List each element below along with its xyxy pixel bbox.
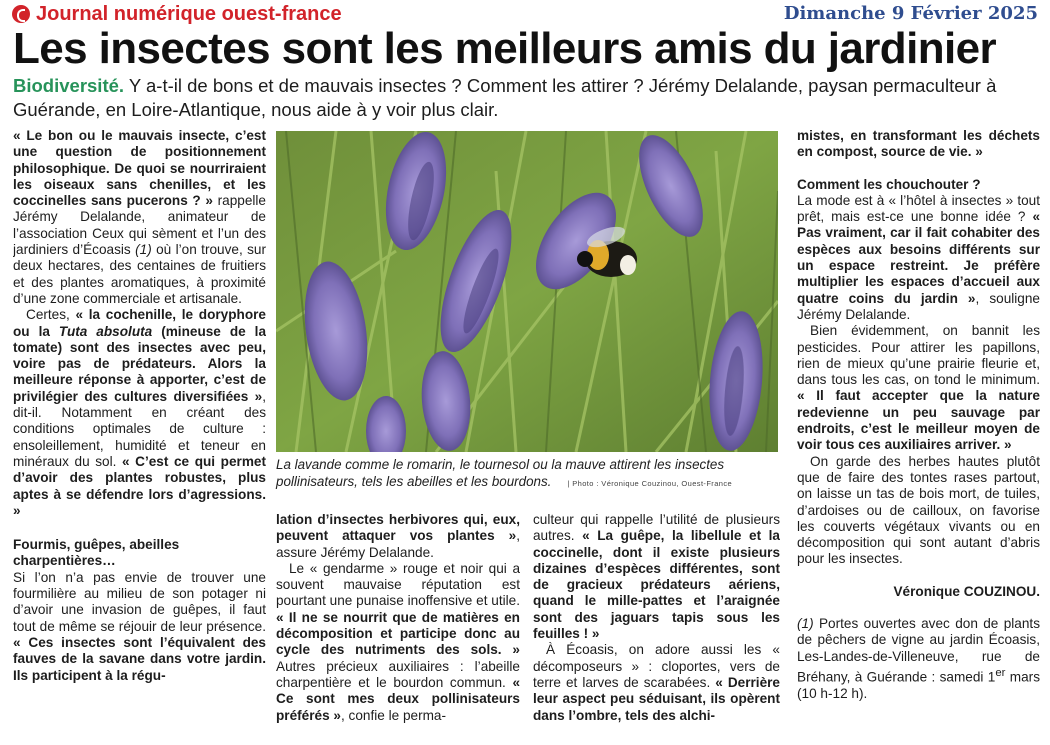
paragraph bbox=[533, 642, 780, 723]
column-4 bbox=[797, 128, 1040, 742]
section-heading: Comment les chouchouter ? bbox=[797, 176, 981, 192]
photo-caption bbox=[276, 456, 778, 492]
quote: « Ces insectes sont l’équivalent des fauves de la savane dans votre jardin. Ils participent à la régu- bbox=[13, 634, 266, 683]
quote: « Il ne se nourrit que de matières en décomposition et participe donc au cycle des nutriments des sols. » bbox=[276, 609, 520, 658]
text: rappelle Jérémy Delalande, animateur de l’association Ceux qui sèment et l’un des jardiniers d’Écoasis bbox=[13, 193, 266, 258]
column-2 bbox=[276, 512, 520, 742]
footnote bbox=[797, 616, 1040, 702]
paragraph: On garde des herbes hautes plutôt que de faire des tontes rases partout, on laisse un tas de bois mort, de tuiles, d’ardoises ou de cailloux, on favorise les couverts végétaux vivants ou en décomposition qui sont autant d’abris pour les insectes. bbox=[797, 453, 1040, 567]
publication-date: Dimanche 9 Février 2025 bbox=[783, 3, 1038, 24]
column-3 bbox=[533, 512, 780, 742]
headline: Les insectes sont les meilleurs amis du jardinier bbox=[13, 24, 997, 73]
text: Autres précieux auxiliaires : l’abeille charpentière et le bourdon commun. bbox=[276, 658, 520, 690]
text: La mode est à « l’hôtel à insectes » tout prêt, mais est-ce une bonne idée ? bbox=[797, 192, 1040, 225]
lavender-bumblebee-photo bbox=[276, 131, 778, 452]
quote: « C’est ce qui permet d’avoir des plantes robustes, plus aptes à se défendre lors d’agressions. » bbox=[13, 453, 266, 518]
text: Si l’on n’a pas envie de trouver une fourmilière au milieu de son potager ni d’avoir une invasion de guêpes, il faut tout de même se réjouir de leur présence. bbox=[13, 569, 266, 634]
text: , souligne Jérémy Delalande. bbox=[797, 290, 1040, 322]
quote: lation d’insectes herbivores qui, eux, peuvent attaquer vos plantes » bbox=[276, 512, 520, 544]
paragraph bbox=[276, 512, 520, 561]
text: Bien évidemment, on bannit les pesticides. Pour attirer les papillons, rien de mieux qu’une prairie fleurie et, dans tous les cas, on tond le minimum. bbox=[797, 323, 1040, 388]
standfirst bbox=[13, 74, 1043, 122]
paragraph bbox=[13, 570, 266, 684]
quote: mistes, en transformant les déchets en compost, source de vie. » bbox=[797, 128, 1040, 160]
quote: « Pas vraiment, car il fait cohabiter des espèces aux besoins différents sur un espace restreint. Je préfère multiplier les espaces d’accueil aux quatre coins du jardin » bbox=[797, 209, 1040, 306]
ordinal-suffix: er bbox=[995, 666, 1006, 679]
paragraph bbox=[797, 128, 1040, 161]
caption-text: La lavande comme le romarin, le tournesol ou la mauve attirent les insectes pollinisateurs, tels les abeilles et les bourdons. bbox=[276, 457, 725, 489]
ouest-france-logo-icon bbox=[12, 5, 30, 23]
section-heading: Fourmis, guêpes, abeilles charpentières… bbox=[13, 537, 180, 569]
quote: « Derrière leur aspect peu séduisant, ils opèrent dans l’ombre, tels des alchi- bbox=[533, 674, 780, 723]
footnote-number: (1) bbox=[797, 616, 814, 632]
text: où l’on trouve, sur deux hectares, des centaines de fruitiers et des plantes aromatiques, à proximité d’une zone commerciale et artisanale. bbox=[13, 242, 266, 306]
quote: « La guêpe, la libellule et la coccinelle, dont il existe plusieurs dizaines d’espèces différentes, sont de gracieux prédateurs aériens, quand le mille-pattes et l’araignée sont des jaguars tapis sous les feuilles ! » bbox=[533, 528, 780, 642]
quote: « Le bon ou le mauvais insecte, c’est une question de positionnement philosophique. De quoi se nourriraient les oiseaux sans chenilles, et les coccinelles sans pucerons ? » bbox=[13, 128, 266, 209]
quote: « la cochenille, le doryphore ou la bbox=[13, 307, 266, 339]
text: mars (10 h-12 h). bbox=[797, 669, 1040, 701]
paragraph bbox=[797, 323, 1040, 453]
text: Le « gendarme » rouge et noir qui a souvent mauvaise réputation est pourtant une punaise inoffensive et utile. bbox=[276, 560, 520, 609]
quote: « Ce sont mes deux pollinisateurs préférés » bbox=[276, 674, 520, 723]
text: culteur qui rappelle l’utilité de plusieurs autres. bbox=[533, 512, 780, 544]
text: , confie le perma- bbox=[341, 707, 447, 723]
text: , dit-il. Notamment en créant des conditions optimales de culture : ensoleillement, humidité et teneur en minéraux du sol. bbox=[13, 388, 266, 469]
paragraph bbox=[13, 307, 266, 519]
author-signature: Véronique COUZINOU. bbox=[893, 583, 1040, 599]
source-label: Journal numérique ouest-france bbox=[36, 3, 342, 25]
paragraph bbox=[797, 193, 1040, 323]
text: Portes ouvertes avec don de plants de pêchers de vigne au jardin Écoasis, Les-Landes-de-Villeneuve, rue de Bréhany, à Guérande : samedi 1 bbox=[797, 616, 1040, 685]
standfirst-text: Y a-t-il de bons et de mauvais insectes ? Comment les attirer ? Jérémy Delalande, paysan permaculteur à Guérande, en Loire-Atlantique, nous aide à y voir plus clair. bbox=[13, 75, 997, 120]
footnote-ref: (1) bbox=[135, 242, 152, 258]
paragraph bbox=[13, 128, 266, 307]
text: , assure Jérémy Delalande. bbox=[276, 528, 520, 560]
species-name: Tuta absoluta bbox=[58, 323, 153, 339]
kicker: Biodiversité. bbox=[13, 75, 125, 96]
photo-credit: | Photo : Véronique Couzinou, Ouest-France bbox=[567, 479, 733, 488]
text: À Écoasis, on adore aussi les « décomposeurs » : cloportes, vers de terre et larves de scarabées. bbox=[533, 642, 780, 690]
paragraph bbox=[533, 512, 780, 642]
paragraph bbox=[276, 561, 520, 724]
text: Certes, bbox=[26, 307, 76, 323]
quote: « Il faut accepter que la nature redevienne un peu sauvage par endroits, c’est le meilleur moyen de voir tous ces auxiliaires arriver. » bbox=[797, 388, 1040, 453]
quote: (mineuse de la tomate) sont des insectes avec peu, voire pas de prédateurs. Alors la meilleure réponse à apporter, c’est de privilégier des cultures diversifiées » bbox=[13, 323, 266, 404]
column-1 bbox=[13, 128, 266, 742]
